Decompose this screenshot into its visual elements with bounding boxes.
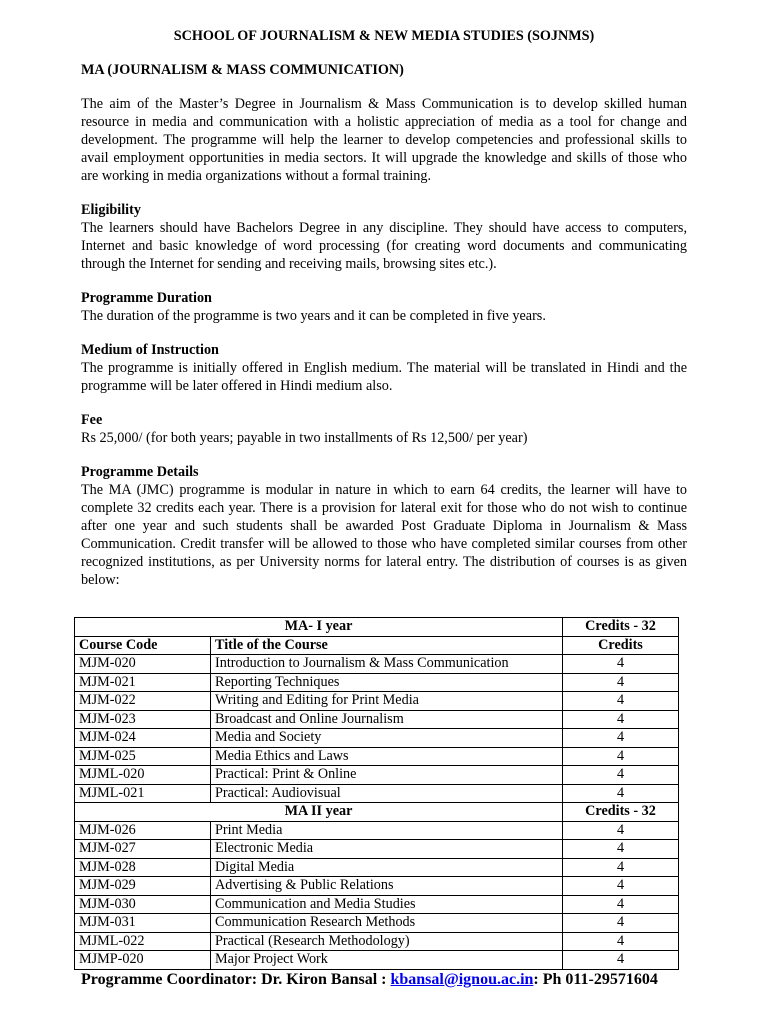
course-credits: 4 xyxy=(563,784,679,803)
course-code: MJM-028 xyxy=(75,858,211,877)
course-code: MJM-027 xyxy=(75,840,211,859)
course-code: MJM-025 xyxy=(75,747,211,766)
course-code: MJML-021 xyxy=(75,784,211,803)
course-title: Print Media xyxy=(211,821,563,840)
details-text: The MA (JMC) programme is modular in nature in which to earn 64 credits, the learner will have to complete 32 credits each year. There is a provision for lateral exit for those who do not wish to continue after one year and such students shall be awarded Post Graduate Diploma in Journalism & Mass Communication. Credit transfer will be allowed to those who have completed similar courses from other recognized institutions, as per University norms for lateral entry. The distribution of courses is as given below: xyxy=(81,482,687,588)
course-title: Major Project Work xyxy=(211,951,563,970)
eligibility-text: The learners should have Bachelors Degree in any discipline. They should have access to computers, Internet and basic knowledge of word processing (for creating word documents and communicating through the Internet for sending and receiving mails, browsing sites etc.). xyxy=(81,220,687,272)
year1-credits: Credits - 32 xyxy=(563,618,679,637)
course-credits: 4 xyxy=(563,747,679,766)
course-credits: 4 xyxy=(563,858,679,877)
table-row xyxy=(75,655,679,674)
course-title: Advertising & Public Relations xyxy=(211,877,563,896)
fee-heading: Fee xyxy=(81,412,103,428)
course-code: MJML-020 xyxy=(75,766,211,785)
table-row xyxy=(75,877,679,896)
medium-heading: Medium of Instruction xyxy=(81,342,219,358)
course-title: Writing and Editing for Print Media xyxy=(211,692,563,711)
footer-phone: : Ph 011-29571604 xyxy=(533,971,658,988)
course-credits: 4 xyxy=(563,729,679,748)
course-title: Broadcast and Online Journalism xyxy=(211,710,563,729)
course-code: MJM-020 xyxy=(75,655,211,674)
course-code: MJMP-020 xyxy=(75,951,211,970)
course-code: MJM-022 xyxy=(75,692,211,711)
medium-text: The programme is initially offered in English medium. The material will be translated in Hindi and the programme will be later offered in Hindi medium also. xyxy=(81,360,687,394)
course-credits: 4 xyxy=(563,951,679,970)
table-row xyxy=(75,840,679,859)
course-code: MJM-031 xyxy=(75,914,211,933)
course-credits: 4 xyxy=(563,673,679,692)
course-table xyxy=(74,617,679,970)
year2-credits: Credits - 32 xyxy=(563,803,679,822)
table-row xyxy=(75,729,679,748)
table-row xyxy=(75,710,679,729)
details-heading: Programme Details xyxy=(81,464,199,480)
course-credits: 4 xyxy=(563,932,679,951)
col-credits: Credits xyxy=(563,636,679,655)
course-credits: 4 xyxy=(563,655,679,674)
year2-label: MA II year xyxy=(75,803,563,822)
course-title: Media and Society xyxy=(211,729,563,748)
course-credits: 4 xyxy=(563,877,679,896)
table-row xyxy=(75,673,679,692)
programme-coordinator xyxy=(81,971,658,989)
intro-paragraph: The aim of the Master’s Degree in Journalism & Mass Communication is to develop skilled human resource in media and communication with a holistic appreciation of media as a tool for change and development. The programme will help the learner to develop competencies and professional skills to avail employment opportunities in media sectors. It will upgrade the knowledge and skills of those who are working in media organizations without a formal training. xyxy=(81,96,687,184)
course-title: Media Ethics and Laws xyxy=(211,747,563,766)
table-row xyxy=(75,821,679,840)
table-row xyxy=(75,766,679,785)
course-code: MJML-022 xyxy=(75,932,211,951)
table-row xyxy=(75,895,679,914)
course-credits: 4 xyxy=(563,840,679,859)
table-row xyxy=(75,914,679,933)
course-credits: 4 xyxy=(563,821,679,840)
table-row xyxy=(75,784,679,803)
fee-text: Rs 25,000/ (for both years; payable in two installments of Rs 12,500/ per year) xyxy=(81,430,528,446)
table-row xyxy=(75,747,679,766)
year1-label: MA- I year xyxy=(75,618,563,637)
course-credits: 4 xyxy=(563,914,679,933)
course-title: Practical: Print & Online xyxy=(211,766,563,785)
programme-title: MA (JOURNALISM & MASS COMMUNICATION) xyxy=(81,62,404,78)
footer-prefix: Programme Coordinator: Dr. Kiron Bansal : xyxy=(81,971,391,988)
col-course-code: Course Code xyxy=(75,636,211,655)
school-title: SCHOOL OF JOURNALISM & NEW MEDIA STUDIES (SOJNMS) xyxy=(173,28,595,44)
course-code: MJM-023 xyxy=(75,710,211,729)
course-title: Communication Research Methods xyxy=(211,914,563,933)
table-row xyxy=(75,692,679,711)
course-title: Practical: Audiovisual xyxy=(211,784,563,803)
eligibility-heading: Eligibility xyxy=(81,202,141,218)
year1-header-row xyxy=(75,618,679,637)
course-credits: 4 xyxy=(563,692,679,711)
duration-heading: Programme Duration xyxy=(81,290,212,306)
course-code: MJM-030 xyxy=(75,895,211,914)
column-header-row xyxy=(75,636,679,655)
course-code: MJM-029 xyxy=(75,877,211,896)
table-row xyxy=(75,858,679,877)
course-title: Practical (Research Methodology) xyxy=(211,932,563,951)
course-credits: 4 xyxy=(563,710,679,729)
course-title: Communication and Media Studies xyxy=(211,895,563,914)
course-title: Electronic Media xyxy=(211,840,563,859)
table-row xyxy=(75,951,679,970)
course-title: Digital Media xyxy=(211,858,563,877)
course-title: Reporting Techniques xyxy=(211,673,563,692)
course-credits: 4 xyxy=(563,766,679,785)
duration-text: The duration of the programme is two years and it can be completed in five years. xyxy=(81,308,546,324)
col-course-title: Title of the Course xyxy=(211,636,563,655)
course-title: Introduction to Journalism & Mass Communication xyxy=(211,655,563,674)
course-code: MJM-021 xyxy=(75,673,211,692)
course-code: MJM-024 xyxy=(75,729,211,748)
year2-header-row xyxy=(75,803,679,822)
course-credits: 4 xyxy=(563,895,679,914)
table-row xyxy=(75,932,679,951)
course-code: MJM-026 xyxy=(75,821,211,840)
coordinator-email-link[interactable]: kbansal@ignou.ac.in xyxy=(390,971,534,988)
